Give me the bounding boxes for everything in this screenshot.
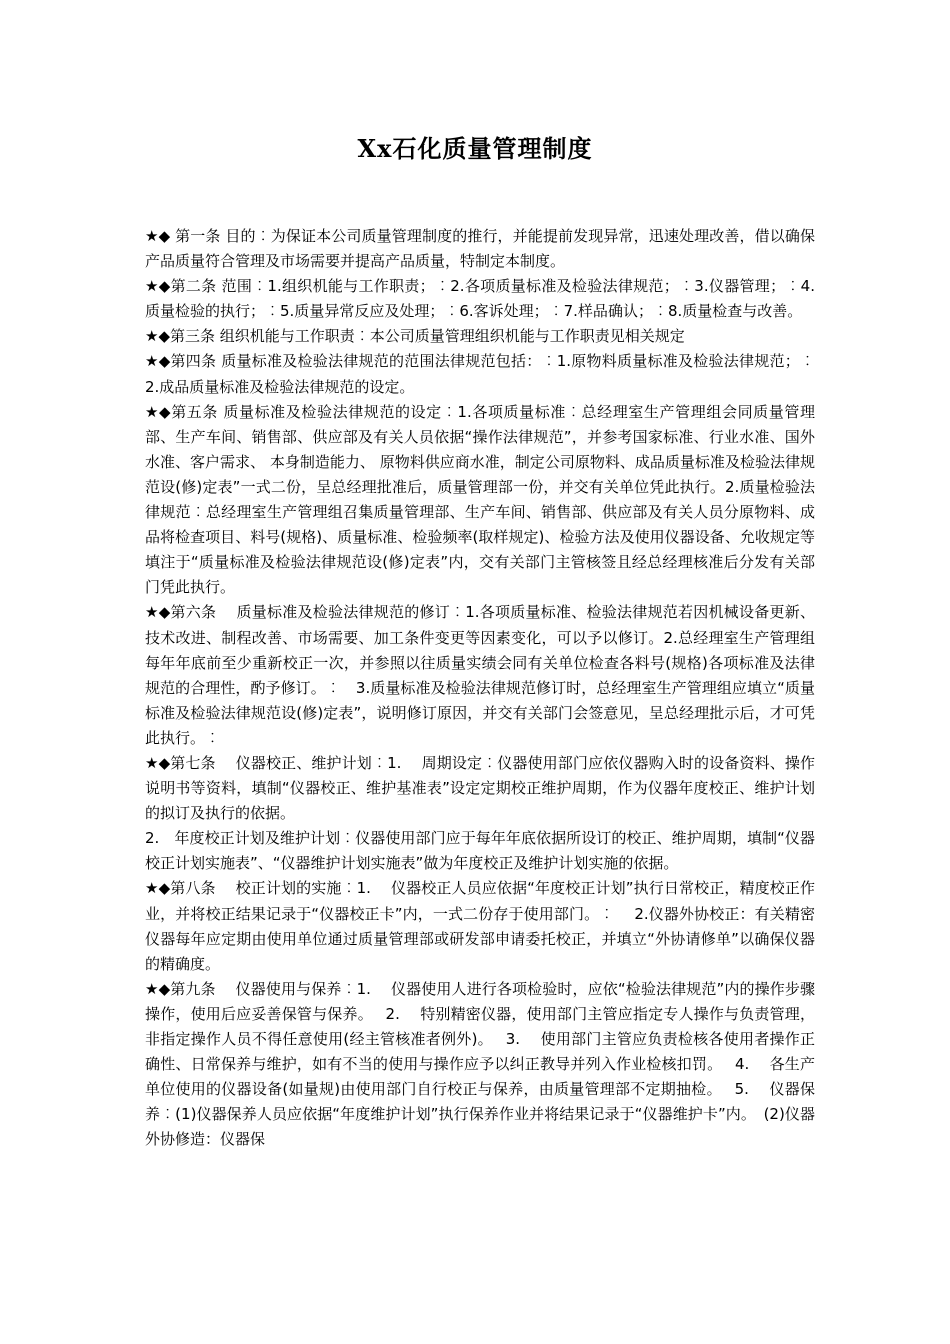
paragraph-article-1: ★◆ 第一条 目的︰为保证本公司质量管理制度的推行，并能提前发现异常，迅速处理改善，借以确保产品质量符合管理及市场需要并提高产品质量，特制定本制度。 (145, 227, 815, 271)
paragraph-article-2: ★◆第二条 范围︰1.组织机能与工作职责；︰2.各项质量标准及检验法律规范；︰3.仪器管理；︰4.质量检验的执行；︰5.质量异常反应及处理；︰6.客诉处理；︰7.样品确认；︰8.质量检查与改善。 (145, 277, 815, 321)
paragraph-article-3: ★◆第三条 组织机能与工作职责︰本公司质量管理组织机能与工作职责见相关规定 (145, 327, 685, 346)
document-body (145, 224, 815, 1152)
page-title: Xx石化质量管理制度 (357, 134, 593, 163)
paragraph-article-9: ★◆第九条 仪器使用与保养︰1. 仪器使用人进行各项检验时，应依“检验法律规范”内的操作步骤操作，使用后应妥善保管与保养。 2. 特别精密仪器，使用部门主管应指定专人操作与负责管理，非指定操作人员不得任意使用(经主管核准者例外)。 3. 使用部门主管应负责检核各使用者操作正确性、日常保养与维护，如有不当的使用与操作应予以纠正教导并列入作业检核扣罚。 4. 各生产单位使用的仪器设备(如量规)由使用部门自行校正与保养，由质量管理部不定期抽检。 5. 仪器保养︰(1)仪器保养人员应依据“年度维护计划”执行保养作业并将结果记录于“仪器维护卡”内。 (2)仪器外协修造：仪器保 (145, 979, 815, 1149)
paragraph-article-6: ★◆第六条 质量标准及检验法律规范的修订︰1.各项质量标准、检验法律规范若因机械设备更新、技术改进、制程改善、市场需要、加工条件变更等因素变化，可以予以修订。2.总经理室生产管理组每年年底前至少重新校正一次，并参照以往质量实绩会同有关单位检查各料号(规格)各项标准及法律规范的合理性，酌予修订。︰ 3.质量标准及检验法律规范修订时，总经理室生产管理组应填立“质量标准及检验法律规范设(修)定表”，说明修订原因，并交有关部门会签意见，呈总经理批示后，才可凭此执行。︰ (145, 603, 815, 747)
paragraph-article-8: ★◆第八条 校正计划的实施︰1. 仪器校正人员应依据“年度校正计划”执行日常校正，精度校正作业，并将校正结果记录于“仪器校正卡”内，一式二份存于使用部门。︰ 2.仪器外协校正：有关精密仪器每年应定期由使用单位通过质量管理部或研发部申请委托校正，并填立“外协请修单”以确保仪器的精确度。 (145, 879, 815, 973)
paragraph-article-7: ★◆第七条 仪器校正、维护计划︰1. 周期设定︰仪器使用部门应依仪器购入时的设备资料、操作说明书等资料，填制“仪器校正、维护基准表”设定定期校正维护周期，作为仪器年度校正、维护计划的拟订及执行的依据。 (145, 753, 815, 823)
paragraph-article-4: ★◆第四条 质量标准及检验法律规范的范围法律规范包括：︰1.原物料质量标准及检验法律规范；︰2.成品质量标准及检验法律规范的设定。 (145, 352, 815, 396)
paragraph-article-5: ★◆第五条 质量标准及检验法律规范的设定︰1.各项质量标准︰总经理室生产管理组会同质量管理部、生产车间、销售部、供应部及有关人员依据“操作法律规范”，并参考国家标准、行业水准、国外水准、客户需求、 本身制造能力、 原物料供应商水准，制定公司原物料、成品质量标准及检验法律规范设(修)定表”一式二份，呈总经理批准后，质量管理部一份，并交有关单位凭此执行。2.质量检验法律规范︰总经理室生产管理组召集质量管理部、生产车间、销售部、供应部及有关人员分原物料、成品将检查项目、料号(规格)、质量标准、检验频率(取样规定)、检验方法及使用仪器设备、允收规定等填注于“质量标准及检验法律规范设(修)定表”内，交有关部门主管核签且经总经理核准后分发有关部门凭此执行。 (145, 402, 815, 597)
paragraph-article-7-item-2: 2. 年度校正计划及维护计划︰仪器使用部门应于每年年底依据所设订的校正、维护周期，填制“仪器校正计划实施表”、“仪器维护计划实施表”做为年度校正及维护计划实施的依据。 (145, 829, 815, 873)
